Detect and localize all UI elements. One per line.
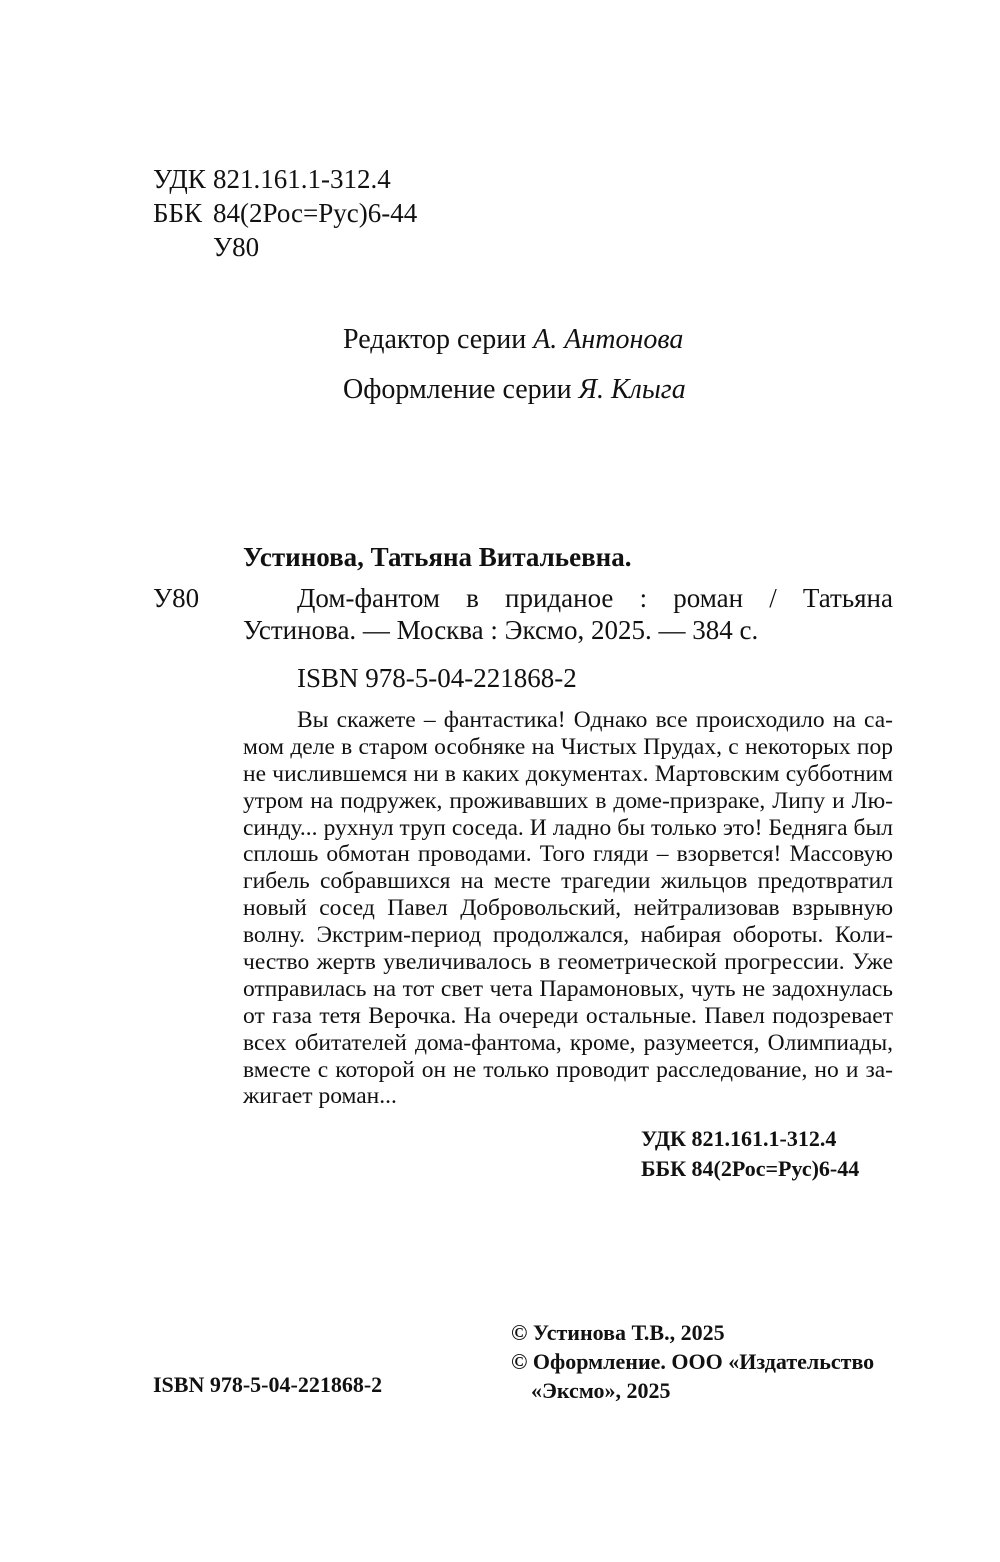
copyright-design: © Оформление. ООО «Издательство bbox=[511, 1349, 875, 1374]
bbk-value: 84(2Рос=Рус)6-44 bbox=[213, 198, 418, 228]
series-design-name: Я. Клыга bbox=[578, 374, 686, 405]
annotation-line: сплошь обмотан проводами. Того гляди – взорвется! Массовую bbox=[243, 841, 893, 868]
series-editor-prefix: Редактор серии bbox=[343, 324, 527, 355]
bbk-bottom: ББК 84(2Рос=Рус)6-44 bbox=[641, 1156, 860, 1181]
annotation bbox=[243, 707, 893, 1110]
classification-bottom bbox=[641, 1124, 859, 1184]
annotation-line: новый сосед Павел Добровольский, нейтрализовав взрывную bbox=[243, 895, 893, 922]
annotation-line: синду... рухнул труп соседа. И ладно бы только это! Бедняга был bbox=[243, 814, 893, 841]
copyright-design-cont: «Эксмо», 2025 bbox=[531, 1378, 671, 1403]
annotation-line: отправилась на тот свет чета Парамоновых, чуть не задохнулась bbox=[243, 975, 893, 1002]
series-editor-name: А. Антонова bbox=[533, 324, 684, 355]
udk-value: 821.161.1-312.4 bbox=[213, 164, 391, 194]
annotation-line: вместе с которой он не только проводит расследование, но и за- bbox=[243, 1056, 893, 1083]
isbn-bottom: ISBN 978-5-04-221868-2 bbox=[153, 1372, 383, 1397]
udk-label: УДК bbox=[153, 164, 206, 194]
annotation-line: мом деле в старом особняке на Чистых Прудах, с некоторых пор bbox=[243, 733, 893, 760]
classification-block bbox=[153, 162, 417, 264]
entry-shelf-code: У80 bbox=[153, 583, 200, 613]
annotation-line: гибель собравшихся на месте трагедии жильцов предотвратил bbox=[243, 868, 893, 895]
copyright-author: © Устинова Т.В., 2025 bbox=[511, 1320, 725, 1345]
annotation-line: Вы скажете – фантастика! Однако все происходило на са- bbox=[297, 707, 893, 733]
annotation-line: от газа тетя Верочка. На очереди остальные. Павел подозревает bbox=[243, 1002, 893, 1029]
bbk-label: ББК bbox=[153, 198, 203, 228]
series-design-prefix: Оформление серии bbox=[343, 374, 572, 405]
author-heading: Устинова, Татьяна Витальевна. bbox=[243, 542, 632, 572]
title-line-2: Устинова. — Москва : Эксмо, 2025. — 384 с. bbox=[243, 615, 759, 645]
series-editor bbox=[343, 322, 686, 372]
udk-row bbox=[153, 162, 417, 196]
annotation-line: всех обитателей дома-фантома, кроме, разумеется, Олимпиады, bbox=[243, 1029, 893, 1056]
annotation-line: не числившемся ни в каких документах. Мартовским субботним bbox=[243, 760, 893, 787]
annotation-line: волну. Экстрим-период продолжался, набирая обороты. Коли- bbox=[243, 922, 893, 949]
annotation-line: утром на подружек, проживавших в доме-призраке, Липу и Лю- bbox=[243, 787, 893, 814]
bbk-row bbox=[153, 196, 417, 230]
copyright-block bbox=[511, 1318, 874, 1405]
annotation-line: чество жертв увеличивалось в геометрической прогрессии. Уже bbox=[243, 949, 893, 976]
series-design bbox=[343, 372, 686, 422]
shelf-code: У80 bbox=[213, 232, 260, 262]
entry-isbn: ISBN 978-5-04-221868-2 bbox=[297, 663, 577, 693]
shelf-code-row bbox=[153, 230, 417, 264]
title-line-1: Дом-фантом в приданое : роман / Татьяна bbox=[297, 583, 893, 613]
udk-bottom: УДК 821.161.1-312.4 bbox=[641, 1126, 837, 1151]
series-credits bbox=[343, 322, 686, 422]
annotation-line: жигает роман... bbox=[243, 1083, 397, 1110]
